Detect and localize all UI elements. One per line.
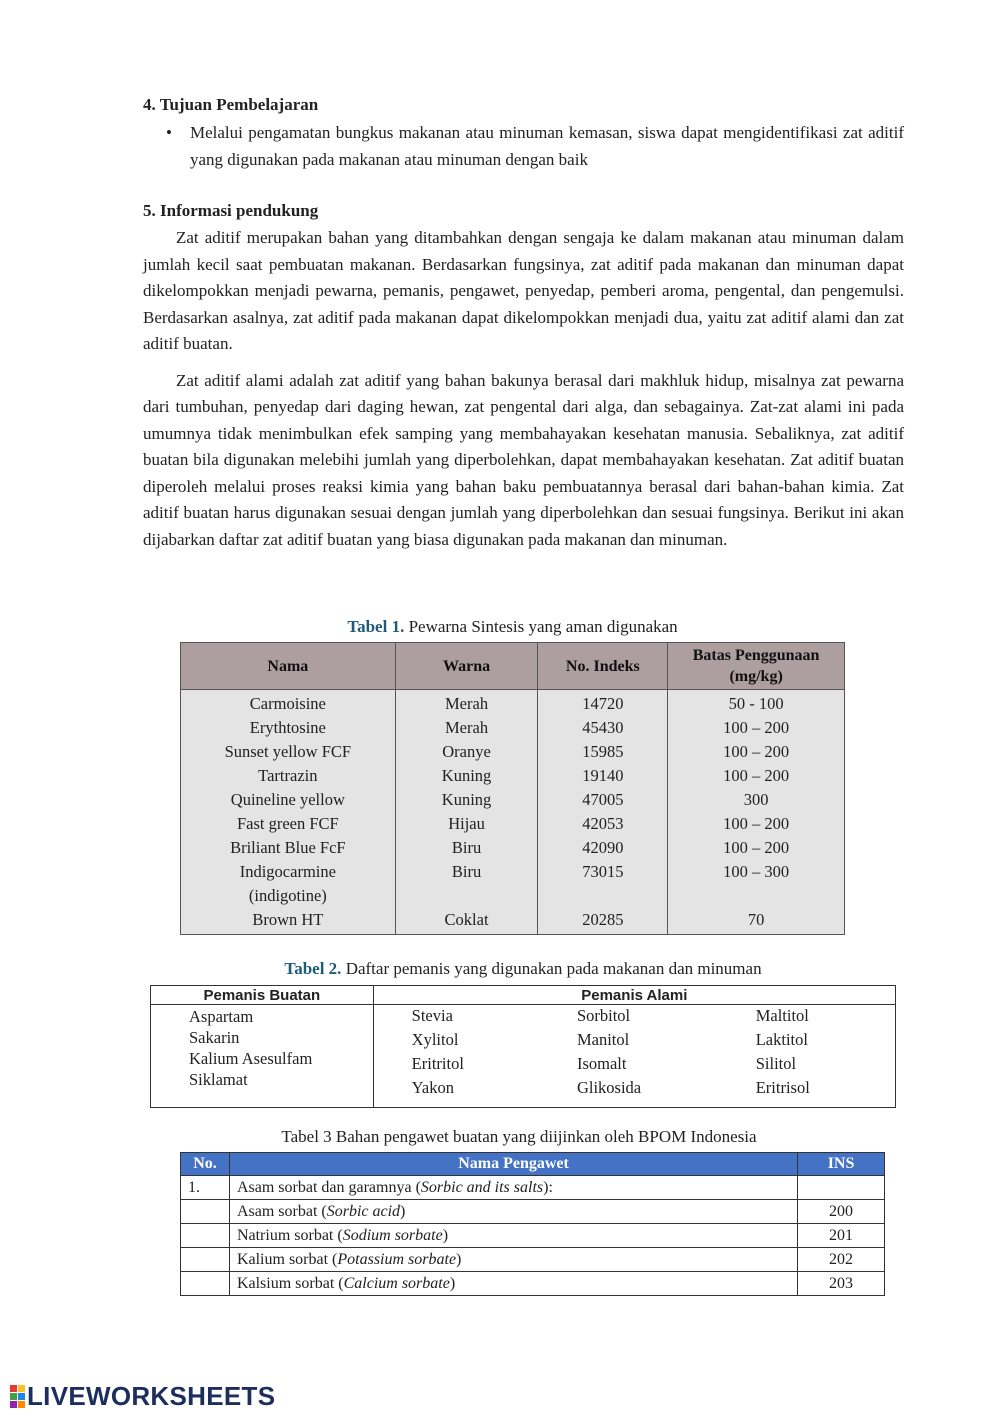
cell: Sunset yellow FCF — [181, 740, 396, 764]
cell: 100 – 300 — [668, 860, 845, 884]
table-2-caption-label: Tabel 2. — [284, 959, 342, 978]
cell: Brown HT — [181, 908, 396, 935]
cell-ins — [798, 1176, 885, 1200]
cell: 100 – 200 — [668, 740, 845, 764]
cell: 73015 — [538, 860, 668, 884]
cell — [668, 884, 845, 908]
alami-list-1 — [373, 1005, 539, 1108]
list-item: Eritritol — [411, 1053, 464, 1073]
table-row — [181, 764, 845, 788]
table-row — [181, 836, 845, 860]
section-5-heading: 5. Informasi pendukung — [143, 201, 319, 220]
table-row — [181, 1272, 885, 1296]
table-row — [181, 1176, 885, 1200]
cell: 14720 — [538, 690, 668, 717]
list-item: Xylitol — [411, 1029, 459, 1049]
name-tail: ) — [442, 1226, 449, 1244]
name-text: Asam sorbat ( — [236, 1202, 327, 1220]
name-text: Asam sorbat dan garamnya ( — [236, 1178, 421, 1196]
cell: Kuning — [395, 764, 538, 788]
cell: 100 – 200 — [668, 812, 845, 836]
cell — [538, 884, 668, 908]
cell: Oranye — [395, 740, 538, 764]
cell: Biru — [395, 836, 538, 860]
alami-list-3 — [718, 1005, 896, 1108]
cell-name — [229, 1200, 797, 1224]
list-item: Silitol — [755, 1053, 797, 1073]
cell: Indigocarmine — [181, 860, 396, 884]
cell-no — [181, 1200, 230, 1224]
name-tail: ) — [400, 1202, 406, 1220]
table-row — [181, 1248, 885, 1272]
cell-no — [181, 1272, 230, 1296]
list-item: Kalium Asesulfam — [189, 1049, 313, 1068]
cell: 20285 — [538, 908, 668, 935]
alami-list-2 — [539, 1005, 718, 1108]
buatan-list — [151, 1005, 374, 1108]
list-item: Stevia — [411, 1006, 453, 1025]
list-item: Maltitol — [755, 1006, 809, 1025]
name-text: Kalsium sorbat ( — [236, 1274, 344, 1292]
cell: 100 – 200 — [668, 836, 845, 860]
table-1-header-batas-line1: Batas Penggunaan — [692, 647, 820, 664]
latin-name: Sorbic acid — [326, 1202, 401, 1220]
list-item: Siklamat — [189, 1070, 248, 1089]
learning-objective-text: Melalui pengamatan bungkus makanan atau minuman kemasan, siswa dapat mengidentifikasi zat aditif yang digunakan pada makanan atau minuman dengan baik — [190, 123, 904, 169]
cell-no — [181, 1248, 230, 1272]
table-row — [181, 716, 845, 740]
table-1-header-batas — [668, 643, 845, 690]
cell-name — [229, 1224, 797, 1248]
cell-ins: 201 — [798, 1224, 885, 1248]
table-row — [181, 788, 845, 812]
cell: Quineline yellow — [181, 788, 396, 812]
logo-block — [10, 1401, 17, 1408]
logo-block — [18, 1393, 25, 1400]
cell-name — [229, 1176, 797, 1200]
table-3-preservatives — [180, 1152, 885, 1296]
cell: 70 — [668, 908, 845, 935]
list-item: Yakon — [411, 1077, 455, 1097]
liveworksheets-logo[interactable] — [10, 1382, 275, 1410]
cell-ins: 200 — [798, 1200, 885, 1224]
cell: Merah — [395, 690, 538, 717]
table-1-caption-text: Pewarna Sintesis yang aman digunakan — [404, 617, 678, 636]
cell: 45430 — [538, 716, 668, 740]
cell: 100 – 200 — [668, 716, 845, 740]
cell: 19140 — [538, 764, 668, 788]
table-1-caption-label: Tabel 1. — [347, 617, 405, 636]
latin-name: Sodium sorbate — [342, 1226, 443, 1244]
cell: Merah — [395, 716, 538, 740]
cell: Tartrazin — [181, 764, 396, 788]
table-3-caption: Tabel 3 Bahan pengawet buatan yang diijinkan oleh BPOM Indonesia — [281, 1127, 757, 1146]
cell: Hijau — [395, 812, 538, 836]
list-item: Aspartam — [189, 1007, 254, 1026]
cell: 100 – 200 — [668, 764, 845, 788]
table-2-sweeteners — [150, 985, 896, 1108]
name-tail: ): — [543, 1178, 553, 1196]
table-row — [181, 1200, 885, 1224]
cell: Kuning — [395, 788, 538, 812]
logo-block — [18, 1385, 25, 1392]
cell-ins: 203 — [798, 1272, 885, 1296]
logo-block — [18, 1401, 25, 1408]
table-1-caption — [180, 617, 845, 637]
table-3-header-name: Nama Pengawet — [229, 1153, 797, 1176]
supporting-info-body — [143, 225, 904, 553]
table-row — [181, 860, 845, 884]
cell-no: 1. — [181, 1176, 230, 1200]
cell-no — [181, 1224, 230, 1248]
cell-name — [229, 1272, 797, 1296]
cell: 42053 — [538, 812, 668, 836]
table-1-header-nama: Nama — [181, 643, 396, 690]
list-item: Eritrisol — [755, 1077, 810, 1097]
name-tail: ) — [456, 1250, 462, 1268]
logo-text: LIVEWORKSHEETS — [27, 1380, 276, 1411]
list-item: Glikosida — [576, 1077, 642, 1097]
cell: Carmoisine — [181, 690, 396, 717]
latin-name: Potassium sorbate — [337, 1250, 457, 1268]
list-item: Sorbitol — [576, 1006, 631, 1025]
table-row — [181, 908, 845, 935]
table-2-header-buatan: Pemanis Buatan — [151, 986, 374, 1005]
table-1-header-batas-line2: (mg/kg) — [729, 668, 783, 685]
table-1-header-indeks: No. Indeks — [538, 643, 668, 690]
cell: 300 — [668, 788, 845, 812]
cell: (indigotine) — [181, 884, 396, 908]
section-4-heading: 4. Tujuan Pembelajaran — [143, 95, 319, 114]
logo-block — [10, 1385, 17, 1392]
table-1-colorants — [180, 642, 845, 935]
cell: Fast green FCF — [181, 812, 396, 836]
cell: 15985 — [538, 740, 668, 764]
logo-block — [10, 1393, 17, 1400]
cell-ins: 202 — [798, 1248, 885, 1272]
table-row — [181, 812, 845, 836]
cell-name — [229, 1248, 797, 1272]
table-row — [151, 1005, 896, 1108]
table-3-header-no: No. — [181, 1153, 230, 1176]
name-tail: ) — [449, 1274, 456, 1292]
cell: Coklat — [395, 908, 538, 935]
name-text: Kalium sorbat ( — [236, 1250, 338, 1268]
cell — [395, 884, 538, 908]
cell: Briliant Blue FcF — [181, 836, 396, 860]
cell: 47005 — [538, 788, 668, 812]
bullet-icon: • — [166, 123, 172, 142]
table-row — [181, 740, 845, 764]
list-item: Laktitol — [755, 1029, 808, 1049]
list-item: Manitol — [576, 1029, 630, 1049]
table-2-header-alami: Pemanis Alami — [373, 986, 895, 1005]
table-row — [181, 690, 845, 717]
cell: 50 - 100 — [668, 690, 845, 717]
table-2-caption-text: Daftar pemanis yang digunakan pada makanan dan minuman — [341, 959, 762, 978]
latin-name: Sorbic and its salts — [420, 1178, 544, 1196]
cell: 42090 — [538, 836, 668, 860]
table-row — [181, 1224, 885, 1248]
logo-blocks-icon — [10, 1385, 25, 1408]
name-text: Natrium sorbat ( — [236, 1226, 343, 1244]
paragraph-2: Zat aditif alami adalah zat aditif yang bahan bakunya berasal dari makhluk hidup, misalnya zat pewarna dari tumbuhan, penyedap dari daging hewan, zat pengental dari alga, dan sebagainya. Zat-zat alami ini pada umumnya tidak menimbulkan efek samping yang membahayakan kesehatan manusia. Sebaliknya, zat aditif buatan bila digunakan melebihi jumlah yang diperbolehkan, dapat membahayakan kesehatan. Zat aditif buatan diperoleh melalui proses reaksi kimia yang bahan baku pembuatannya berasal dari bahan-bahan kimia. Zat aditif buatan harus digunakan sesuai dengan jumlah yang diperbolehkan dan sesuai fungsinya. Berikut ini akan dijabarkan daftar zat aditif buatan yang biasa digunakan pada makanan dan minuman. — [143, 370, 904, 549]
paragraph-1: Zat aditif merupakan bahan yang ditambahkan dengan sengaja ke dalam makanan atau minuman dalam jumlah kecil saat pembuatan makanan. Berdasarkan fungsinya, zat aditif pada makanan dan minuman dapat dikelompokkan menjadi pewarna, pemanis, pengawet, penyedap, pemberi aroma, pengental, dan pengemulsi. Berdasarkan asalnya, zat aditif pada makanan dapat dikelompokkan menjadi dua, yaitu zat aditif alami dan zat aditif buatan. — [143, 228, 904, 353]
table-1-header-warna: Warna — [395, 643, 538, 690]
table-3-header-ins: INS — [798, 1153, 885, 1176]
latin-name: Calcium sorbate — [343, 1274, 450, 1292]
cell: Biru — [395, 860, 538, 884]
table-row — [181, 884, 845, 908]
table-2-caption — [150, 959, 896, 979]
list-item: Sakarin — [189, 1028, 240, 1047]
list-item: Isomalt — [576, 1053, 627, 1073]
cell: Erythtosine — [181, 716, 396, 740]
